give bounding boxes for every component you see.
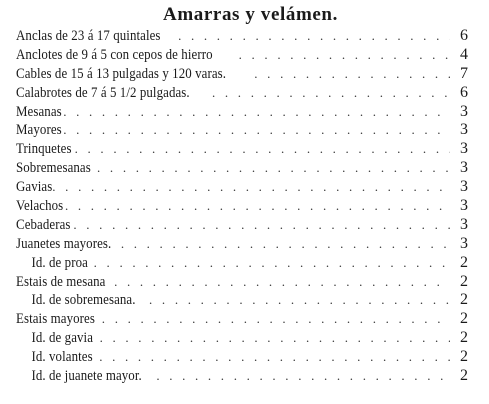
item-quantity: 3 xyxy=(460,178,468,196)
item-quantity: 4 xyxy=(460,45,468,63)
item-label: Gavias xyxy=(16,179,53,196)
item-label: Cables de 15 á 13 pulgadas y 120 varas. xyxy=(16,65,227,82)
item-label: Estais de mesana xyxy=(16,273,106,290)
item-quantity: 3 xyxy=(460,197,468,215)
item-quantity: 3 xyxy=(460,234,468,252)
dot-leader xyxy=(65,197,450,216)
item-quantity: 3 xyxy=(460,215,468,233)
list-item xyxy=(16,291,468,310)
dot-leader xyxy=(63,103,450,122)
item-label: Anclotes de 9 á 5 con cepos de hierro xyxy=(16,46,213,63)
dot-leader xyxy=(73,216,450,235)
item-label: Velachos xyxy=(16,198,64,215)
item-label: Mesanas xyxy=(16,103,62,120)
list-item xyxy=(16,216,468,235)
item-label: Id. volantes xyxy=(31,349,93,366)
item-quantity: 6 xyxy=(460,27,468,44)
item-label: Id. de gavia xyxy=(31,330,94,347)
item-quantity: 7 xyxy=(460,64,468,82)
item-quantity: 2 xyxy=(460,310,468,328)
item-label: Trinquetes xyxy=(16,141,72,158)
list-item xyxy=(16,121,468,140)
list-item xyxy=(16,65,468,84)
section-title xyxy=(0,4,489,26)
item-label: Calabrotes de 7 á 5 1/2 pulgadas. xyxy=(16,84,190,101)
item-quantity: 2 xyxy=(460,272,468,290)
dot-leader xyxy=(102,310,450,329)
list-item xyxy=(16,273,468,292)
dot-leader xyxy=(63,121,450,140)
list-item xyxy=(16,329,468,348)
item-label: Id. de sobremesana. xyxy=(31,292,136,309)
list-item xyxy=(16,178,468,197)
section-title-text: Amarras y velámen. xyxy=(163,4,338,25)
inventory-list xyxy=(16,27,468,386)
item-quantity: 3 xyxy=(460,159,468,177)
item-label: Sobremesanas xyxy=(16,160,91,177)
dot-leader xyxy=(239,46,450,65)
list-item xyxy=(16,46,468,65)
item-label: Juanetes mayores. xyxy=(16,235,112,252)
item-label: Id. de juanete mayor. xyxy=(31,368,142,385)
dot-leader xyxy=(212,84,450,103)
item-quantity: 2 xyxy=(460,367,468,385)
dot-leader xyxy=(254,65,450,84)
list-item xyxy=(16,254,468,273)
item-label: Cebaderas xyxy=(16,216,71,233)
dot-leader xyxy=(100,329,450,348)
item-label: Anclas de 23 á 17 quintales xyxy=(16,28,161,44)
dot-leader xyxy=(52,178,450,197)
dot-leader xyxy=(149,291,450,310)
dot-leader xyxy=(99,348,450,367)
dot-leader xyxy=(121,235,450,254)
item-quantity: 3 xyxy=(460,140,468,158)
item-quantity: 2 xyxy=(460,348,468,366)
list-item xyxy=(16,84,468,103)
item-quantity: 2 xyxy=(460,253,468,271)
item-quantity: 3 xyxy=(460,102,468,120)
list-item xyxy=(16,27,468,46)
list-item xyxy=(16,197,468,216)
list-item xyxy=(16,367,468,386)
item-quantity: 2 xyxy=(460,291,468,309)
dot-leader xyxy=(114,273,450,292)
list-item xyxy=(16,140,468,159)
list-item xyxy=(16,235,468,254)
item-label: Id. de proa xyxy=(31,254,88,271)
item-label: Mayores xyxy=(16,122,62,139)
item-quantity: 3 xyxy=(460,121,468,139)
dot-leader xyxy=(97,159,450,178)
dot-leader xyxy=(75,140,450,159)
item-quantity: 2 xyxy=(460,329,468,347)
list-item xyxy=(16,310,468,329)
item-label: Estais mayores xyxy=(16,311,95,328)
list-item xyxy=(16,348,468,367)
dot-leader xyxy=(94,254,450,273)
list-item xyxy=(16,159,468,178)
dot-leader xyxy=(178,27,450,46)
list-item xyxy=(16,103,468,122)
dot-leader xyxy=(156,367,450,386)
item-quantity: 6 xyxy=(460,83,468,101)
